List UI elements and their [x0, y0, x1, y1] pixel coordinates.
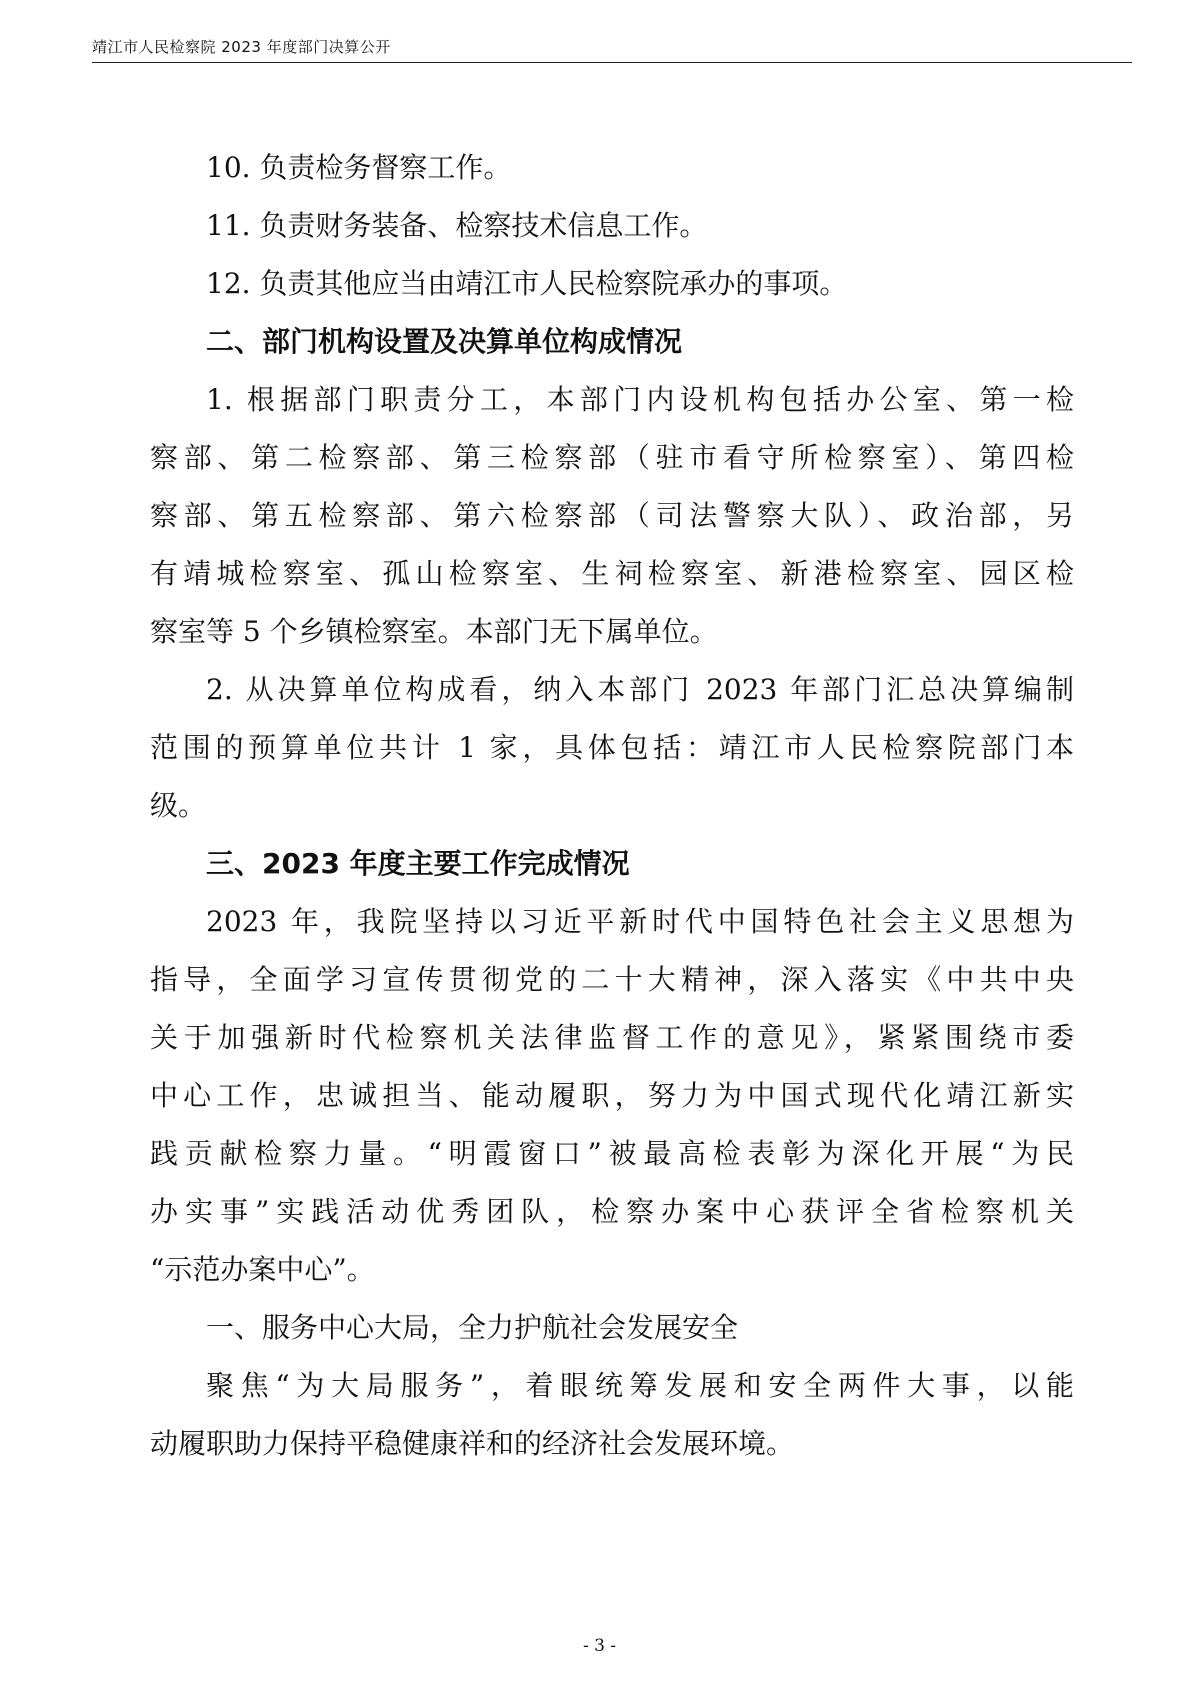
paragraph-line: 指导，全面学习宣传贯彻党的二十大精神，深入落实《中共中央: [150, 963, 1074, 996]
paragraph-line: 2023 年，我院坚持以习近平新时代中国特色社会主义思想为: [206, 905, 1074, 938]
subheading-1: 一、服务中心大局，全力护航社会发展安全: [206, 1311, 739, 1344]
paragraph-line: 察部、第五检察部、第六检察部（司法警察大队）、政治部，另: [150, 499, 1074, 532]
paragraph-line: “示范办案中心”。: [150, 1253, 375, 1286]
section-heading-3: 三、2023 年度主要工作完成情况: [206, 847, 630, 880]
section-heading-2: 二、部门机构设置及决算单位构成情况: [206, 325, 683, 358]
paragraph-line: 中心工作，忠诚担当、能动履职，努力为中国式现代化靖江新实: [150, 1079, 1074, 1112]
paragraph-line: 级。: [150, 789, 207, 822]
duty-item-11: 11. 负责财务装备、检察技术信息工作。: [206, 209, 708, 242]
header-title: 靖江市人民检察院 2023 年度部门决算公开: [92, 38, 391, 56]
paragraph-line: 察室等 5 个乡镇检察室。本部门无下属单位。: [150, 615, 718, 648]
paragraph-line: 办实事”实践活动优秀团队，检察办案中心获评全省检察机关: [150, 1195, 1074, 1228]
paragraph-line: 聚焦“为大局服务”，着眼统筹发展和安全两件大事，以能: [206, 1369, 1074, 1402]
paragraph-line: 2. 从决算单位构成看，纳入本部门 2023 年部门汇总决算编制: [206, 673, 1074, 706]
paragraph-line: 动履职助力保持平稳健康祥和的经济社会发展环境。: [150, 1427, 795, 1460]
paragraph-line: 关于加强新时代检察机关法律监督工作的意见》，紧紧围绕市委: [150, 1021, 1074, 1054]
paragraph-line: 1. 根据部门职责分工，本部门内设机构包括办公室、第一检: [206, 383, 1074, 416]
duty-item-12: 12. 负责其他应当由靖江市人民检察院承办的事项。: [206, 267, 848, 300]
paragraph-line: 有靖城检察室、孤山检察室、生祠检察室、新港检察室、园区检: [150, 557, 1074, 590]
page-number: - 3 -: [582, 1636, 617, 1656]
paragraph-line: 践贡献检察力量。“明霞窗口”被最高检表彰为深化开展“为民: [150, 1137, 1074, 1170]
paragraph-line: 察部、第二检察部、第三检察部（驻市看守所检察室）、第四检: [150, 441, 1074, 474]
duty-item-10: 10. 负责检务督察工作。: [206, 151, 512, 184]
paragraph-line: 范围的预算单位共计 1 家，具体包括：靖江市人民检察院部门本: [150, 731, 1074, 764]
